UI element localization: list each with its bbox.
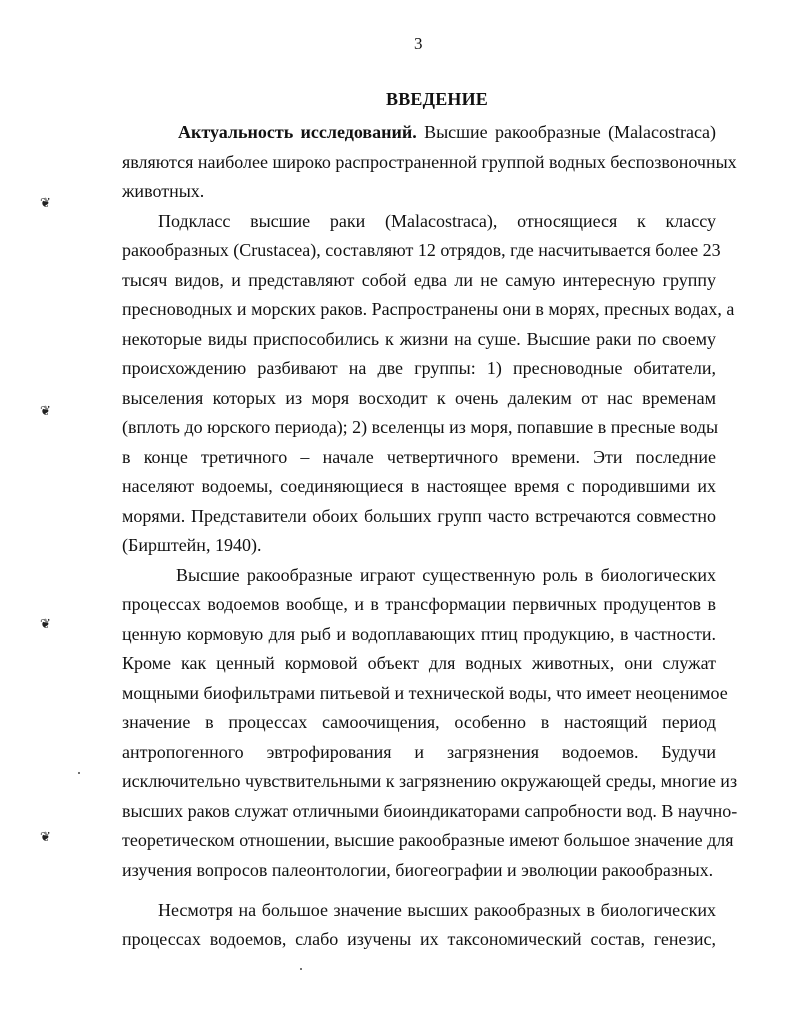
text-line: исключительно чувствительными к загрязнению окружающей среды, многие из — [122, 771, 738, 791]
text-line: являются наиболее широко распространенной группой водных беспозвоночных — [122, 152, 737, 172]
text-line: населяют водоемы, соединяющиеся в настоящее время с породившими их — [122, 476, 716, 496]
scan-speck — [78, 772, 80, 774]
text-line: процессах водоемов вообще, и в трансформации первичных продуцентов в — [122, 594, 716, 614]
section-heading: ВВЕДЕНИЕ — [386, 89, 489, 109]
text-line: процессах водоемов, слабо изучены их таксономический состав, генезис, — [122, 929, 716, 949]
binding-mark-icon: ❦ — [40, 196, 51, 211]
page-number: 3 — [414, 34, 423, 53]
text-line: животных. — [122, 181, 205, 201]
binding-mark-icon: ❦ — [40, 830, 51, 845]
binding-mark-icon: ❦ — [40, 617, 51, 632]
text-line: (Бирштейн, 1940). — [122, 535, 262, 555]
text-line: Несмотря на большое значение высших ракообразных в биологических — [158, 900, 716, 920]
text-line: мощными биофильтрами питьевой и технической воды, что имеет неоценимое — [122, 683, 728, 703]
text-line: пресноводных и морских раков. Распространены они в морях, пресных водах, а — [122, 299, 735, 319]
text-line: некоторые виды приспособились к жизни на суше. Высшие раки по своему — [122, 329, 716, 349]
text-line: морями. Представители обоих больших групп часто встречаются совместно — [122, 506, 716, 526]
text-line: Актуальность исследований. Высшие ракообразные (Malacostraca) — [178, 122, 716, 142]
text-line: антропогенного эвтрофирования и загрязнения водоемов. Будучи — [122, 742, 716, 762]
paragraph-lead: Актуальность исследований. — [178, 122, 417, 142]
binding-mark-icon: ❦ — [40, 404, 51, 419]
text-line: теоретическом отношении, высшие ракообразные имеют большое значение для — [122, 830, 734, 850]
text-line: выселения которых из моря восходит к очень далеким от нас временам — [122, 388, 716, 408]
text-line: Высшие ракообразные играют существенную роль в биологических — [176, 565, 716, 585]
text-line: (вплоть до юрского периода); 2) вселенцы из моря, попавшие в пресные воды — [122, 417, 719, 437]
text-line: ценную кормовую для рыб и водоплавающих птиц продукцию, в частности. — [122, 624, 716, 644]
text-line: происхождению разбивают на две группы: 1) пресноводные обитатели, — [122, 358, 716, 378]
scan-speck — [300, 968, 302, 970]
text-line: изучения вопросов палеонтологии, биогеографии и эволюции ракообразных. — [122, 860, 714, 880]
text-line: Подкласс высшие раки (Malacostraca), относящиеся к классу — [158, 211, 716, 231]
text-line: в конце третичного – начале четвертичного времени. Эти последние — [122, 447, 716, 467]
text-line: ракообразных (Crustacea), составляют 12 отрядов, где насчитывается более 23 — [122, 240, 721, 260]
text-line: значение в процессах самоочищения, особенно в настоящий период — [122, 712, 716, 732]
text-line: высших раков служат отличными биоиндикаторами сапробности вод. В научно- — [122, 801, 738, 821]
text-line: Кроме как ценный кормовой объект для водных животных, они служат — [122, 653, 716, 673]
text-line: тысяч видов, и представляют собой едва ли не самую интересную группу — [122, 270, 716, 290]
